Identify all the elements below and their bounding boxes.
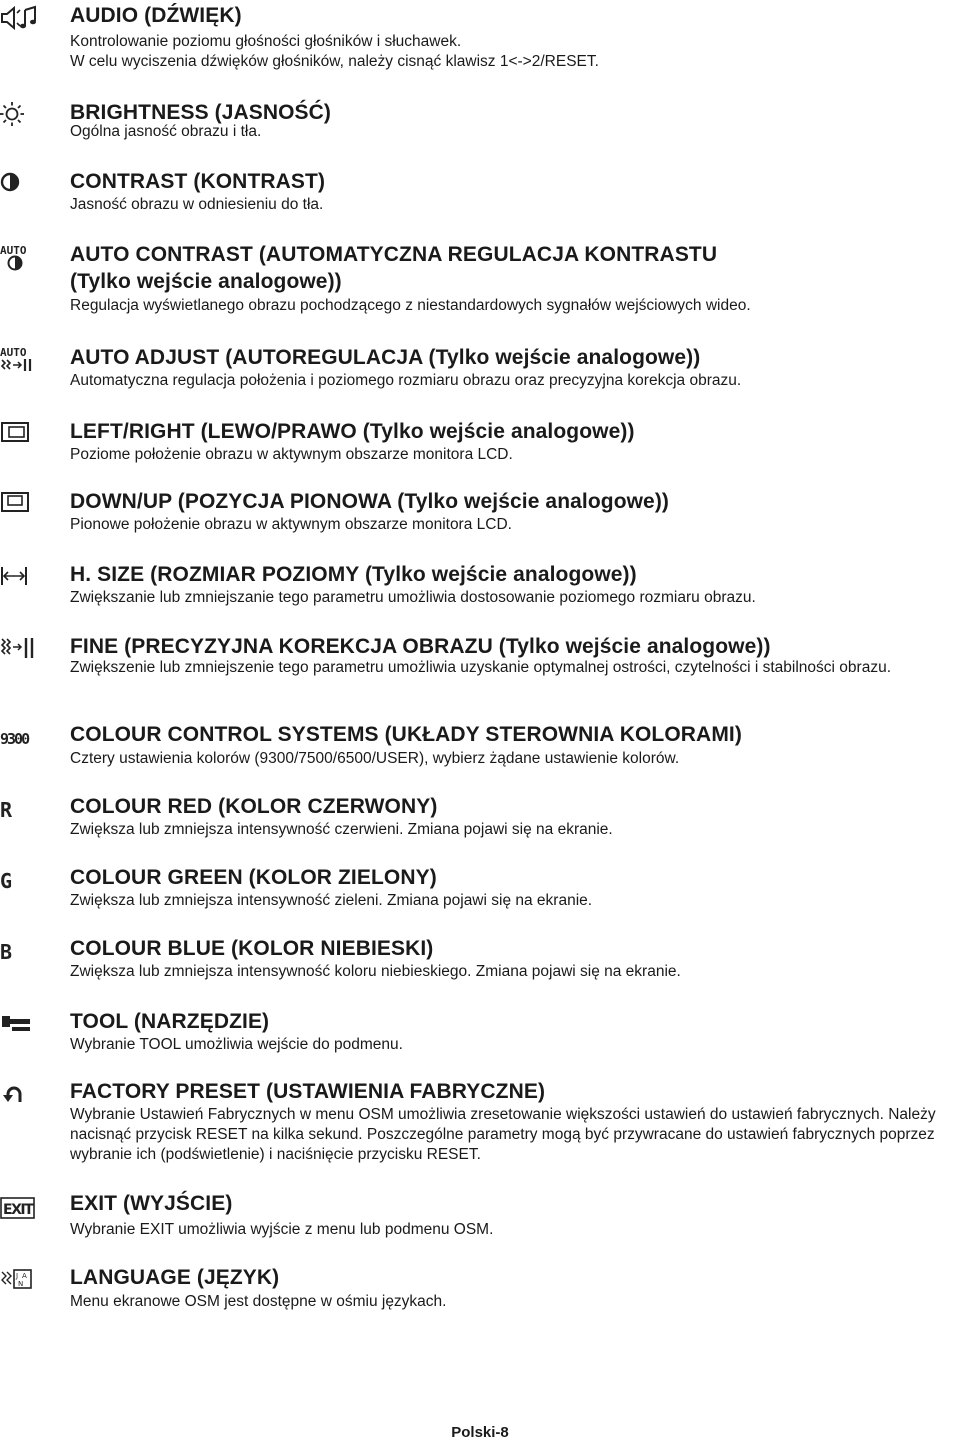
- entry-description: Zwiększa lub zmniejsza intensywność zieleni. Zmiana pojawi się na ekranie.: [70, 892, 593, 909]
- entry-title: COLOUR CONTROL SYSTEMS (UKŁADY STEROWNIA KOLORAMI): [70, 723, 742, 746]
- entry-title: FACTORY PRESET (USTAWIENIA FABRYCZNE): [70, 1080, 546, 1103]
- svg-text:EXIT: EXIT: [3, 1202, 33, 1218]
- entry-title: FINE (PRECYZYJNA KOREKCJA OBRAZU (Tylko wejście analogowe)): [70, 635, 771, 658]
- colour-red-icon: [0, 795, 40, 825]
- entry-description: Ogólna jasność obrazu i tła.: [70, 123, 262, 140]
- entry-title: LANGUAGE (JĘZYK): [70, 1266, 280, 1289]
- entry-description: Zwiększenie lub zmniejszenie tego parametru umożliwia uzyskanie optymalnej ostrości, czytelności i stabilności obrazu.: [70, 659, 892, 676]
- svg-text:R: R: [0, 798, 13, 822]
- entry-title: BRIGHTNESS (JASNOŚĆ): [70, 101, 332, 124]
- colour-blue-icon: [0, 937, 40, 967]
- entry-description: Kontrolowanie poziomu głośności głośników i słuchawek. W celu wyciszenia dźwięków głośników, należy cisnąć klawisz 1<->2/RESET.: [70, 33, 599, 70]
- entry-description: Automatyczna regulacja położenia i poziomego rozmiaru obrazu oraz precyzyjna korekcja obrazu.: [70, 372, 742, 389]
- fine-icon: [0, 635, 40, 665]
- entry-title: AUTO ADJUST (AUTOREGULACJA (Tylko wejście analogowe)): [70, 346, 701, 369]
- auto-contrast-icon: [0, 243, 40, 273]
- entry-description: Zwiększa lub zmniejsza intensywność koloru niebieskiego. Zmiana pojawi się na ekranie.: [70, 963, 681, 980]
- entry-description: Jasność obrazu w odniesieniu do tła.: [70, 196, 324, 213]
- entry-description: Wybranie TOOL umożliwia wejście do podmenu.: [70, 1036, 403, 1053]
- entry-description: Wybranie Ustawień Fabrycznych w menu OSM umożliwia zresetowanie większości ustawień do ustawień fabrycznych. Należy nacisnąć przycisk RESET na kilka sekund. Poszczególne parametry mogą być przywracane do ustawień fabrycznych poprzez wybranie ich (podświetlenie) i naciśnięcie przycisku RESET.: [70, 1106, 936, 1163]
- entry-title: H. SIZE (ROZMIAR POZIOMY (Tylko wejście analogowe)): [70, 563, 637, 586]
- entry-title: CONTRAST (KONTRAST): [70, 170, 326, 193]
- entry-description: Wybranie EXIT umożliwia wyjście z menu lub podmenu OSM.: [70, 1221, 494, 1238]
- entry-description: Zwiększa lub zmniejsza intensywność czerwieni. Zmiana pojawi się na ekranie.: [70, 821, 613, 838]
- svg-text:9300: 9300: [0, 730, 29, 748]
- entry-title: COLOUR GREEN (KOLOR ZIELONY): [70, 866, 437, 889]
- entry-title: AUDIO (DŹWIĘK): [70, 4, 242, 27]
- half-circle-contrast-icon: [0, 170, 40, 200]
- exit-icon: [0, 1192, 40, 1222]
- entry-title: LEFT/RIGHT (LEWO/PRAWO (Tylko wejście analogowe)): [70, 420, 635, 443]
- entry-title: COLOUR BLUE (KOLOR NIEBIESKI): [70, 937, 434, 960]
- entry-title: EXIT (WYJŚCIE): [70, 1192, 233, 1215]
- tool-icon: [0, 1010, 40, 1040]
- svg-text:AUTO: AUTO: [0, 244, 27, 257]
- entry-title: AUTO CONTRAST (AUTOMATYCZNA REGULACJA KONTRASTU (Tylko wejście analogowe)): [70, 243, 718, 293]
- entry-title: COLOUR RED (KOLOR CZERWONY): [70, 795, 438, 818]
- svg-text:N: N: [18, 1280, 24, 1288]
- entry-title: TOOL (NARZĘDZIE): [70, 1010, 270, 1033]
- sun-brightness-icon: [0, 101, 40, 131]
- entry-description: Regulacja wyświetlanego obrazu pochodzącego z niestandardowych sygnałów wejściowych wideo.: [70, 297, 751, 314]
- svg-text:G: G: [0, 869, 13, 893]
- speaker-music-icon: [0, 4, 40, 34]
- entry-description: Menu ekranowe OSM jest dostępne w ośmiu językach.: [70, 1293, 447, 1310]
- factory-preset-icon: [0, 1080, 40, 1110]
- entry-description: Pionowe położenie obrazu w aktywnym obszarze monitora LCD.: [70, 516, 512, 533]
- auto-adjust-icon: [0, 346, 40, 376]
- entry-description: Zwiększanie lub zmniejszanie tego parametru umożliwia dostosowanie poziomego rozmiaru obrazu.: [70, 589, 756, 606]
- svg-text:AUTO: AUTO: [0, 346, 27, 359]
- svg-text:J: J: [16, 1272, 19, 1280]
- colour-green-icon: [0, 866, 40, 896]
- h-size-icon: [0, 563, 40, 593]
- svg-text:B: B: [0, 940, 13, 964]
- page-number: Polski-8: [451, 1424, 509, 1441]
- colour-9300-icon: [0, 723, 40, 753]
- left-right-position-icon: [0, 420, 40, 450]
- svg-text:A: A: [22, 1272, 27, 1280]
- entry-title: DOWN/UP (POZYCJA PIONOWA (Tylko wejście analogowe)): [70, 490, 670, 513]
- entry-description: Poziome położenie obrazu w aktywnym obszarze monitora LCD.: [70, 446, 513, 463]
- entry-description: Cztery ustawienia kolorów (9300/7500/6500/USER), wybierz żądane ustawienie kolorów.: [70, 750, 680, 767]
- down-up-position-icon: [0, 490, 40, 520]
- language-icon: [0, 1266, 40, 1296]
